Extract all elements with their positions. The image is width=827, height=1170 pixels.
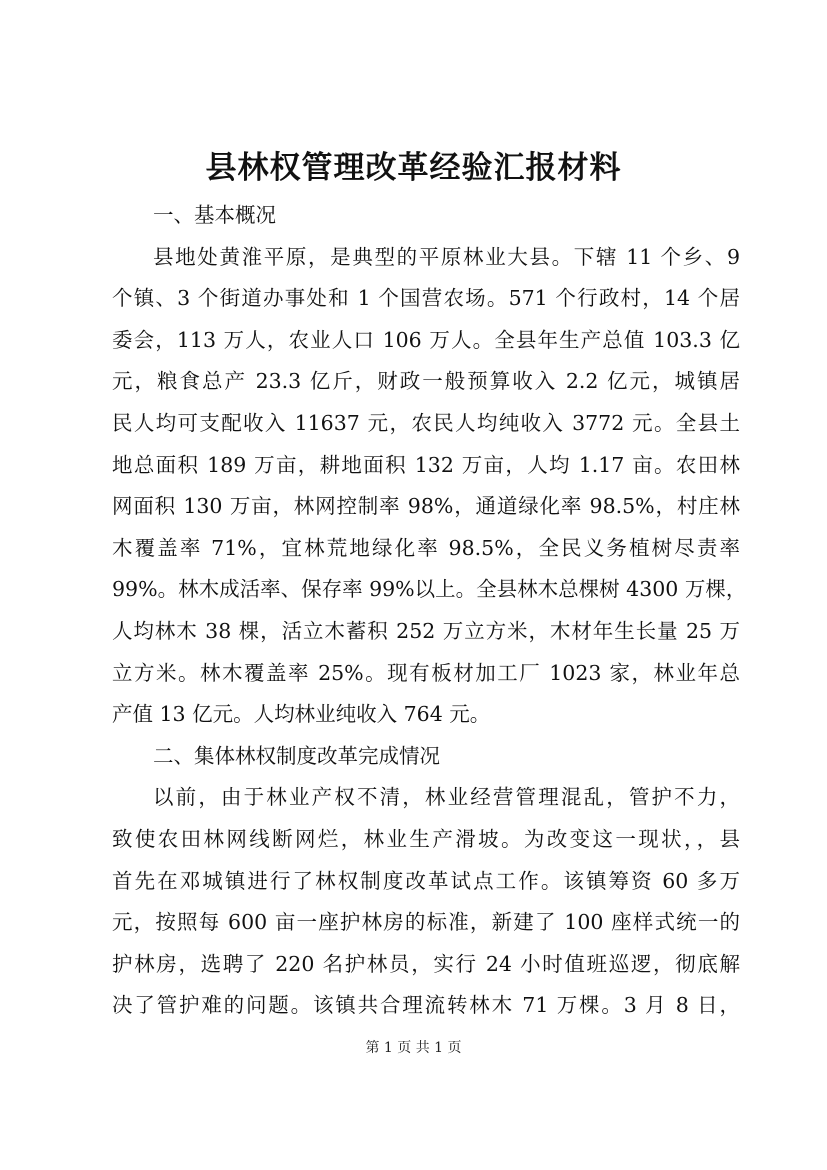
document-title: 县林权管理改革经验汇报材料	[205, 150, 622, 186]
document-body	[112, 195, 747, 1027]
paragraph-line: 民人均可支配收入 11637 元，农民人均纯收入 3772 元。全县土	[112, 410, 740, 435]
section-heading-reform-status: 二、集体林权制度改革完成情况	[153, 743, 440, 768]
paragraph-line: 首先在邓城镇进行了林权制度改革试点工作。该镇筹资 60 多万	[112, 868, 740, 893]
page-footer: 第 1 页 共 1 页	[365, 1040, 462, 1056]
paragraph-line: 决了管护难的问题。该镇共合理流转林木 71 万棵。3 月 8 日，	[112, 993, 740, 1018]
paragraph-line: 木覆盖率 71%，宜林荒地绿化率 98.5%，全民义务植树尽责率	[112, 535, 740, 560]
paragraph-line: 人均林木 38 棵，活立木蓄积 252 万立方米，木材年生长量 25 万	[112, 618, 740, 643]
paragraph-line: 致使农田林网线断网烂，林业生产滑坡。为改变这一现状，，县	[112, 826, 740, 851]
paragraph-line: 地总面积 189 万亩，耕地面积 132 万亩，人均 1.17 亩。农田林	[112, 452, 740, 477]
paragraph-line: 99%。林木成活率、保存率 99%以上。全县林木总棵树 4300 万棵，	[112, 577, 747, 602]
paragraph-line: 元，按照每 600 亩一座护林房的标准，新建了 100 座样式统一的	[112, 910, 740, 935]
paragraph-line: 县地处黄淮平原，是典型的平原林业大县。下辖 11 个乡、9	[153, 244, 740, 269]
paragraph-line: 以前，由于林业产权不清，林业经营管理混乱，管护不力，	[153, 785, 740, 810]
paragraph-line: 元，粮食总产 23.3 亿斤，财政一般预算收入 2.2 亿元，城镇居	[112, 369, 740, 394]
section-heading-basic-overview: 一、基本概况	[153, 203, 276, 227]
paragraph-line: 网面积 130 万亩，林网控制率 98%，通道绿化率 98.5%，村庄林	[112, 494, 740, 519]
paragraph-line: 护林房，选聘了 220 名护林员，实行 24 小时值班巡逻，彻底解	[112, 951, 740, 976]
paragraph-line: 个镇、3 个街道办事处和 1 个国营农场。571 个行政村，14 个居	[112, 286, 740, 311]
paragraph-line: 委会，113 万人，农业人口 106 万人。全县年生产总值 103.3 亿	[112, 327, 740, 352]
paragraph-line: 立方米。林木覆盖率 25%。现有板材加工厂 1023 家，林业年总	[112, 660, 740, 685]
paragraph-line: 产值 13 亿元。人均林业纯收入 764 元。	[112, 702, 491, 727]
